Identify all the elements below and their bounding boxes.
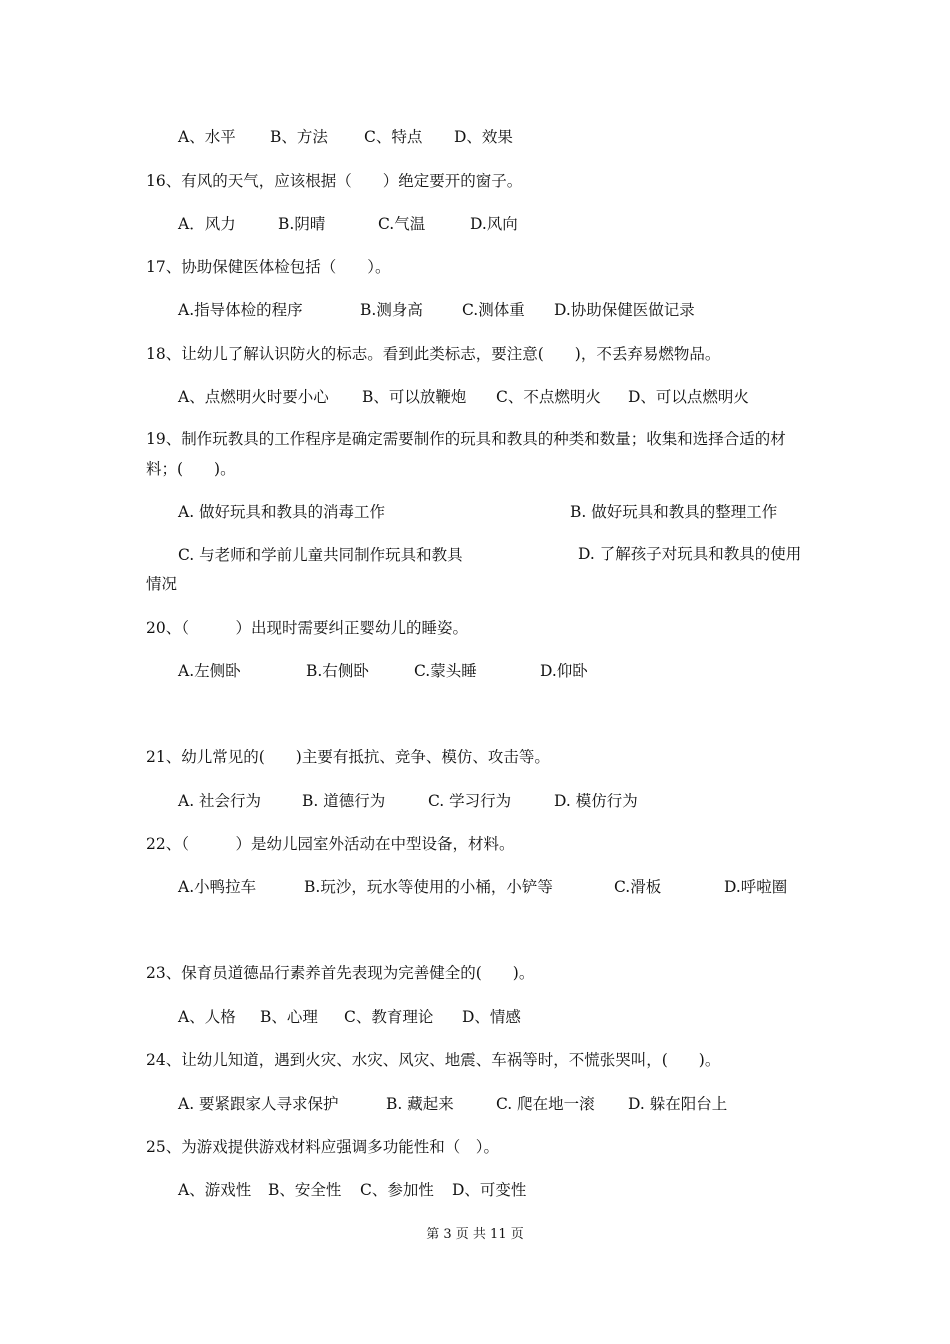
question-17 — [146, 256, 391, 278]
question-24 — [146, 1049, 720, 1071]
question-number: 18、 — [146, 345, 182, 363]
option-a: A．风力 — [178, 215, 236, 233]
question-number: 19、 — [146, 430, 182, 448]
option-a: A.小鸭拉车 — [178, 878, 257, 896]
option-d: D.协助保健医做记录 — [554, 301, 695, 319]
question-text: （ ）是幼儿园室外活动在中型设备，材料。 — [181, 835, 515, 853]
page-footer: 第 3 页 共 11 页 — [426, 1227, 524, 1242]
option-a: A.指导体检的程序 — [178, 301, 303, 319]
option-b: B、心理 — [260, 1008, 318, 1026]
option-c: C、不点燃明火 — [496, 388, 601, 406]
option-d: D、效果 — [454, 128, 513, 146]
option-b: B、安全性 — [268, 1181, 342, 1199]
option-c: C. 爬在地一滚 — [496, 1095, 595, 1113]
question-number: 21、 — [146, 748, 182, 766]
question-25 — [146, 1136, 499, 1158]
option-d: D、情感 — [462, 1008, 521, 1026]
question-number: 22、 — [146, 835, 182, 853]
option-c: C.气温 — [378, 215, 426, 233]
option-a: A、水平 — [178, 128, 236, 146]
question-text: 幼儿常见的( )主要有抵抗、竞争、模仿、攻击等。 — [181, 748, 550, 766]
option-b: B.右侧卧 — [306, 662, 369, 680]
question-text: （ ）出现时需要纠正婴幼儿的睡姿。 — [181, 619, 468, 637]
question-text: 为游戏提供游戏材料应强调多功能性和（ ）。 — [181, 1138, 499, 1156]
question-19 — [146, 424, 810, 484]
option-c: C、教育理论 — [344, 1008, 434, 1026]
option-c: C.蒙头睡 — [414, 662, 477, 680]
question-text: 保育员道德品行素养首先表现为完善健全的( )。 — [181, 964, 535, 982]
option-d: D. 模仿行为 — [554, 792, 638, 810]
option-c: C、参加性 — [360, 1181, 434, 1199]
option-c: C.测体重 — [462, 301, 525, 319]
option-c: C. 学习行为 — [428, 792, 512, 810]
option-a: A. 做好玩具和教具的消毒工作 — [178, 503, 386, 521]
option-a: A. 社会行为 — [178, 792, 262, 810]
option-d: D、可以点燃明火 — [628, 388, 749, 406]
option-b: B、可以放鞭炮 — [362, 388, 467, 406]
option-c: C. 与老师和学前儿童共同制作玩具和教具 — [178, 546, 463, 564]
question-text: 有风的天气，应该根据（ ）绝定要开的窗子。 — [181, 172, 523, 190]
question-21 — [146, 746, 550, 768]
question-text: 让幼儿了解认识防火的标志。看到此类标志，要注意( )，不丢弃易燃物品。 — [181, 345, 721, 363]
question-text: 让幼儿知道，遇到火灾、水灾、风灾、地震、车祸等时，不慌张哭叫，( )。 — [181, 1051, 721, 1069]
option-d: D.风向 — [470, 215, 518, 233]
option-a: A、游戏性 — [178, 1181, 252, 1199]
option-c: C.滑板 — [614, 878, 662, 896]
option-b: B.玩沙，玩水等使用的小桶，小铲等 — [304, 878, 553, 896]
option-b: B. 道德行为 — [302, 792, 386, 810]
question-16 — [146, 170, 522, 192]
option-c: C、特点 — [364, 128, 423, 146]
question-text: 制作玩教具的工作程序是确定需要制作的玩具和教具的种类和数量；收集和选择合适的材料；( )。 — [146, 430, 786, 478]
option-a: A.左侧卧 — [178, 662, 241, 680]
option-b: B.测身高 — [360, 301, 423, 319]
question-number: 20、 — [146, 619, 182, 637]
question-22 — [146, 833, 515, 855]
option-a: A、点燃明火时要小心 — [178, 388, 329, 406]
option-d: D.呼啦圈 — [724, 878, 788, 896]
question-18 — [146, 343, 720, 365]
option-b: B. 藏起来 — [386, 1095, 454, 1113]
question-number: 24、 — [146, 1051, 182, 1069]
question-number: 17、 — [146, 258, 182, 276]
question-number: 16、 — [146, 172, 182, 190]
option-b: B.阴晴 — [278, 215, 326, 233]
option-d: D. 躲在阳台上 — [628, 1095, 728, 1113]
question-number: 25、 — [146, 1138, 182, 1156]
question-20 — [146, 617, 468, 639]
option-d: D.仰卧 — [540, 662, 588, 680]
option-d: D、可变性 — [452, 1181, 527, 1199]
question-text: 协助保健医体检包括（ ）。 — [181, 258, 391, 276]
option-a: A、人格 — [178, 1008, 236, 1026]
option-a: A. 要紧跟家人寻求保护 — [178, 1095, 339, 1113]
question-23 — [146, 962, 534, 984]
option-d-wrapped: D. 了解孩子对玩具和教具的使用情况 — [146, 545, 802, 593]
option-b: B. 做好玩具和教具的整理工作 — [570, 503, 778, 521]
option-b: B、方法 — [270, 128, 328, 146]
question-number: 23、 — [146, 964, 182, 982]
